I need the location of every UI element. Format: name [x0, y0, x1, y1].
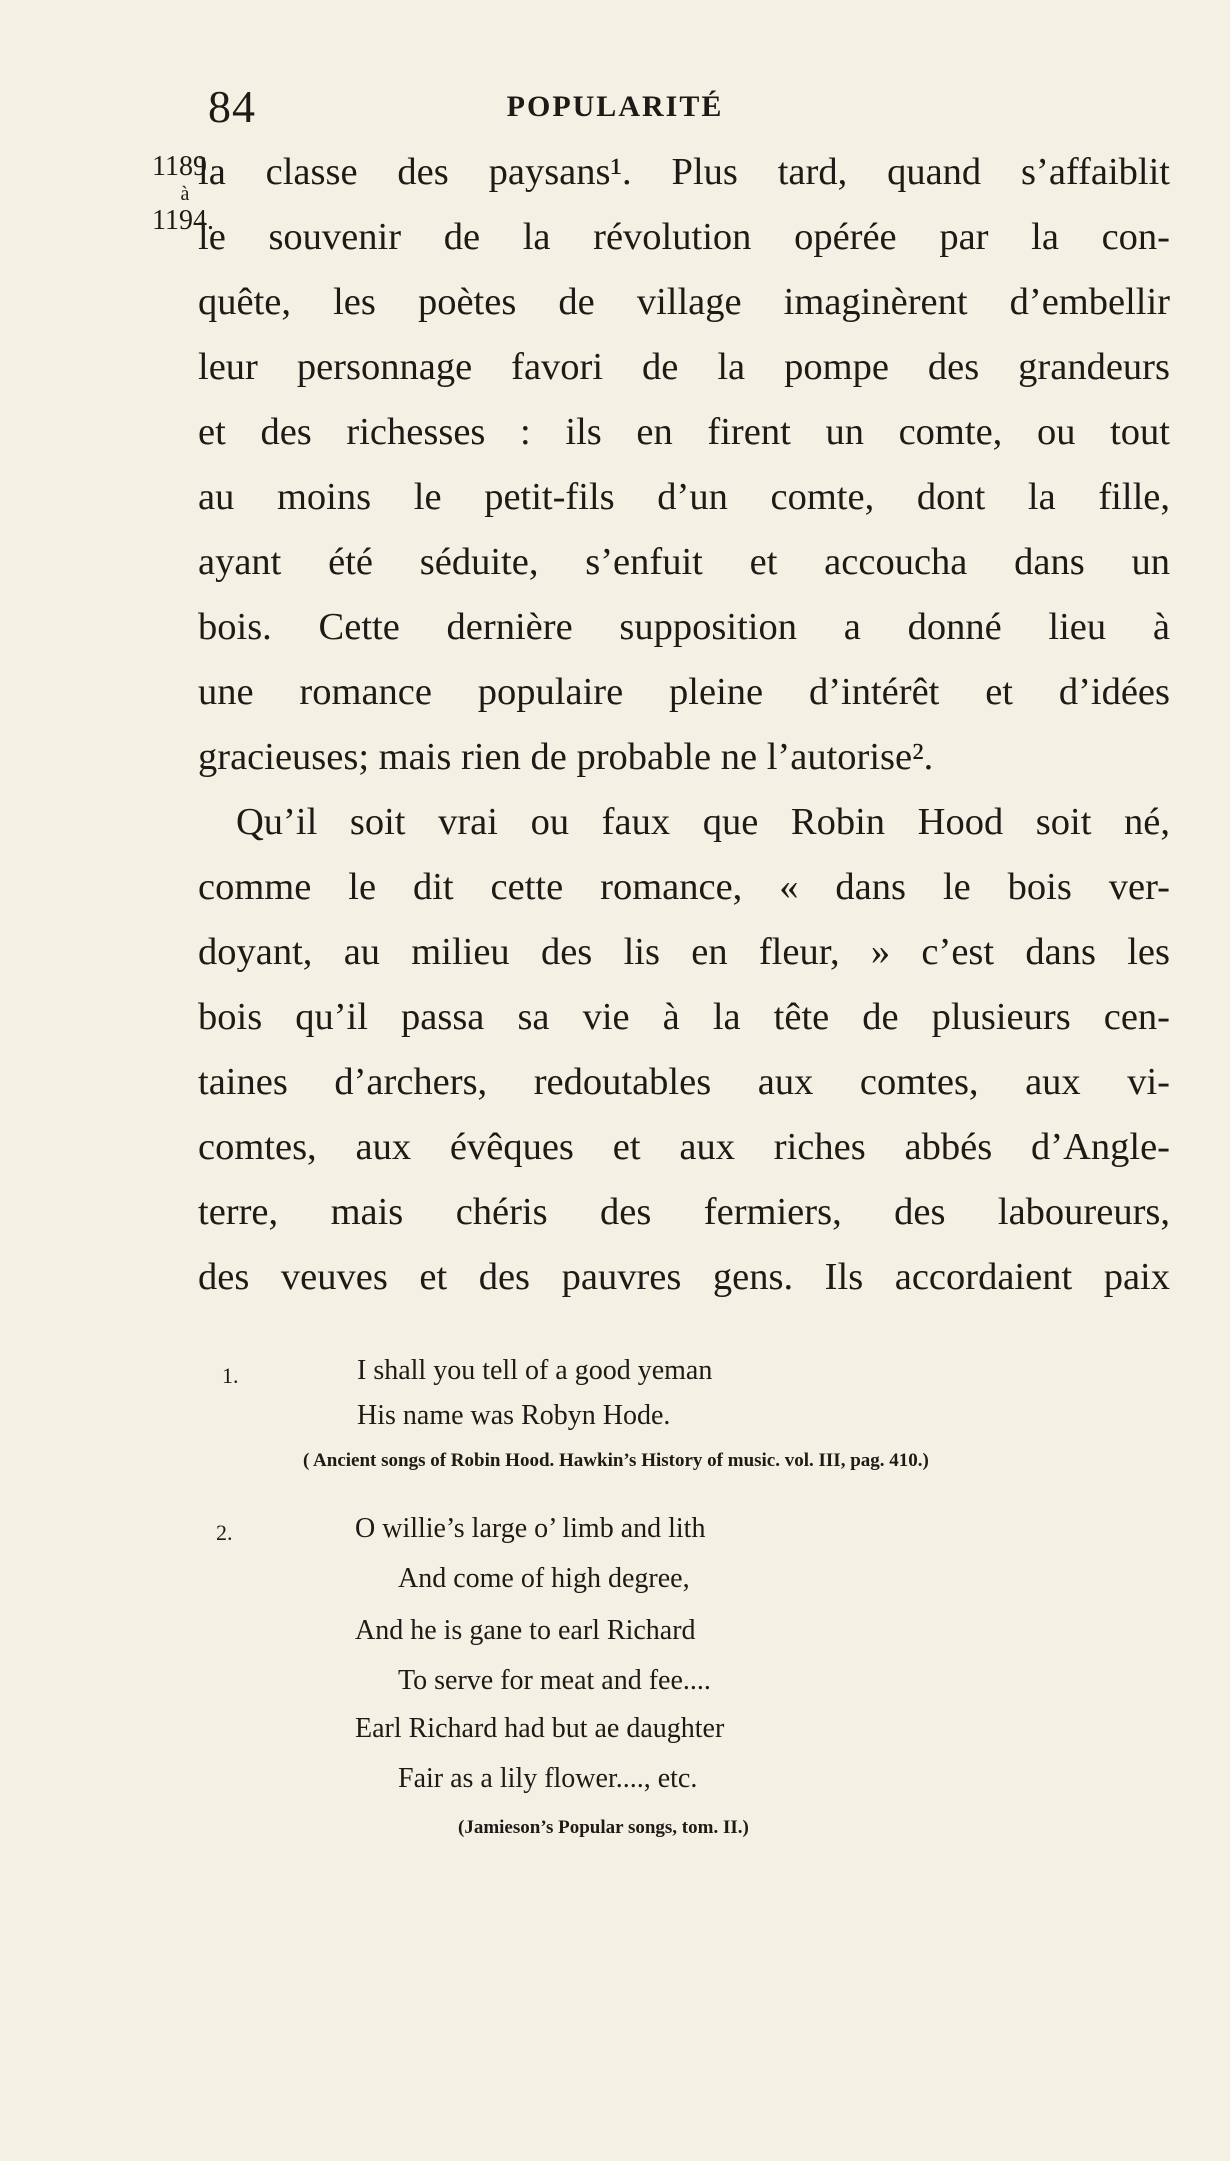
footnote-source: ( Ancient songs of Robin Hood. Hawkin’s History of music. vol. III, pag. 410.) — [303, 1450, 929, 1471]
text-line: et des richesses : ils en firent un comte, ou tout — [198, 411, 1170, 453]
text-line: taines d’archers, redoutables aux comtes, aux vi- — [198, 1061, 1170, 1103]
footnote-source: (Jamieson’s Popular songs, tom. II.) — [458, 1817, 749, 1838]
footnote-verse-line: His name was Robyn Hode. — [357, 1400, 671, 1431]
page-number: 84 — [208, 81, 256, 132]
date-start: 1189 — [152, 151, 207, 182]
text-line: quête, les poètes de village imaginèrent d’embellir — [198, 281, 1170, 323]
running-title: POPULARITÉ — [506, 90, 724, 123]
text-line: ayant été séduite, s’enfuit et accoucha dans un — [198, 541, 1170, 583]
footnote-verse-line: And come of high degree, — [398, 1563, 690, 1594]
footnote-verse-line: Fair as a lily flower...., etc. — [398, 1763, 698, 1794]
text-line: doyant, au milieu des lis en fleur, » c’est dans les — [198, 931, 1170, 973]
text-line: terre, mais chéris des fermiers, des laboureurs, — [198, 1191, 1170, 1233]
text-line: bois qu’il passa sa vie à la tête de plusieurs cen- — [198, 996, 1170, 1038]
footnote-verse-line: I shall you tell of a good yeman — [357, 1355, 713, 1386]
date-separator: à — [180, 183, 190, 205]
footnote-verse-line: Earl Richard had but ae daughter — [355, 1713, 725, 1744]
text-line: une romance populaire pleine d’intérêt et d’idées — [198, 671, 1170, 713]
footnote-marker: 1. — [222, 1363, 239, 1388]
text-line: au moins le petit-fils d’un comte, dont la fille, — [198, 476, 1170, 518]
footnote-marker: 2. — [216, 1520, 233, 1545]
text-line: comtes, aux évêques et aux riches abbés d’Angle- — [198, 1126, 1170, 1168]
text-line: Qu’il soit vrai ou faux que Robin Hood soit né, — [236, 801, 1170, 843]
footnote-verse-line: O willie’s large o’ limb and lith — [355, 1513, 706, 1544]
page-header — [0, 80, 1230, 140]
footnote-verse-line: To serve for meat and fee.... — [398, 1665, 711, 1696]
text-line: le souvenir de la révolution opérée par la con- — [198, 216, 1170, 258]
text-line: des veuves et des pauvres gens. Ils accordaient paix — [198, 1256, 1170, 1298]
text-line: comme le dit cette romance, « dans le bois ver- — [198, 866, 1170, 908]
main-text — [198, 140, 1170, 1310]
text-line: gracieuses; mais rien de probable ne l’autorise². — [198, 736, 934, 778]
text-line: bois. Cette dernière supposition a donné lieu à — [198, 606, 1170, 648]
text-line: la classe des paysans¹. Plus tard, quand s’affaiblit — [198, 151, 1170, 193]
footnote-verse-line: And he is gane to earl Richard — [355, 1615, 696, 1646]
date-end: 1194. — [152, 205, 214, 236]
text-line: leur personnage favori de la pompe des grandeurs — [198, 346, 1170, 388]
